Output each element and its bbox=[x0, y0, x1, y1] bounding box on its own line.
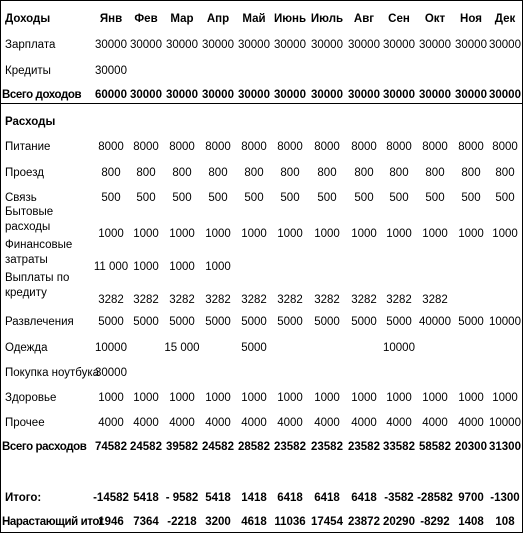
value-cell bbox=[198, 338, 238, 358]
value-cell: 15 000 bbox=[164, 342, 200, 354]
value-cell: 4000 bbox=[169, 417, 195, 429]
month-header: Июль bbox=[310, 13, 344, 25]
value-cell: 4618 bbox=[241, 516, 267, 528]
value-cell: 8000 bbox=[458, 141, 484, 153]
value-cell: 800 bbox=[280, 167, 300, 179]
row-label: Здоровье bbox=[5, 392, 57, 404]
expense-row bbox=[0, 163, 523, 183]
value-cell: 500 bbox=[495, 192, 515, 204]
row-label: Итого: bbox=[5, 492, 42, 504]
value-cell: 6418 bbox=[277, 492, 303, 504]
row-label: Всего расходов bbox=[2, 441, 87, 453]
value-cell bbox=[485, 271, 523, 307]
value-cell: 500 bbox=[172, 192, 192, 204]
value-cell: 1000 bbox=[133, 392, 159, 404]
value-cell: 23582 bbox=[311, 441, 343, 453]
value-cell bbox=[126, 338, 166, 358]
value-cell bbox=[307, 61, 347, 81]
value-cell: 8000 bbox=[133, 141, 159, 153]
value-cell bbox=[344, 61, 384, 81]
value-cell: 8000 bbox=[205, 141, 231, 153]
value-cell: 500 bbox=[317, 192, 337, 204]
value-cell bbox=[198, 61, 238, 81]
value-cell: 4000 bbox=[205, 417, 231, 429]
value-cell: 58582 bbox=[419, 441, 451, 453]
value-cell: 30000 bbox=[348, 89, 380, 101]
income-row bbox=[0, 61, 523, 81]
value-cell bbox=[307, 238, 347, 274]
row-label: Финансовые затраты bbox=[5, 239, 73, 266]
value-cell bbox=[379, 61, 419, 81]
value-cell: 23872 bbox=[348, 516, 380, 528]
value-cell: 24582 bbox=[202, 441, 234, 453]
value-cell: 4000 bbox=[422, 417, 448, 429]
value-cell: 30000 bbox=[489, 89, 521, 101]
income-total-row bbox=[0, 85, 523, 105]
value-cell: 3282 bbox=[241, 294, 267, 306]
value-cell: 28582 bbox=[238, 441, 270, 453]
value-cell: 1000 bbox=[169, 261, 195, 273]
value-cell: 30000 bbox=[455, 39, 487, 51]
row-label: Проезд bbox=[5, 167, 44, 179]
value-cell: 10000 bbox=[383, 342, 415, 354]
value-cell: 5000 bbox=[314, 316, 340, 328]
month-header: Сен bbox=[388, 13, 410, 25]
value-cell: 10000 bbox=[489, 316, 521, 328]
value-cell: 800 bbox=[101, 167, 121, 179]
value-cell: 39582 bbox=[166, 441, 198, 453]
value-cell bbox=[415, 338, 455, 358]
expense-row bbox=[0, 271, 523, 307]
value-cell bbox=[379, 238, 419, 274]
row-label: Расходы bbox=[5, 116, 56, 128]
value-cell: 1000 bbox=[277, 392, 303, 404]
value-cell: 800 bbox=[425, 167, 445, 179]
value-cell: 30000 bbox=[95, 367, 127, 379]
value-cell: 1000 bbox=[492, 228, 518, 240]
value-cell: 3282 bbox=[169, 294, 195, 306]
month-header: Фев bbox=[134, 13, 158, 25]
value-cell: 1000 bbox=[205, 261, 231, 273]
value-cell: 10000 bbox=[95, 342, 127, 354]
value-cell: 30000 bbox=[130, 89, 162, 101]
value-cell: 8000 bbox=[277, 141, 303, 153]
value-cell: 30000 bbox=[311, 89, 343, 101]
value-cell bbox=[234, 238, 274, 274]
value-cell bbox=[379, 363, 419, 383]
expense-row bbox=[0, 413, 523, 433]
value-cell: -28582 bbox=[417, 492, 453, 504]
month-header: Авг bbox=[353, 13, 375, 25]
value-cell: 11 000 bbox=[93, 261, 129, 273]
value-cell: 500 bbox=[280, 192, 300, 204]
month-header: Ноя bbox=[460, 13, 482, 25]
value-cell: -8292 bbox=[420, 516, 450, 528]
value-cell: 31300 bbox=[489, 441, 521, 453]
value-cell: 5000 bbox=[169, 316, 195, 328]
value-cell: 1000 bbox=[458, 228, 484, 240]
value-cell: 4000 bbox=[351, 417, 377, 429]
row-label: Кредиты bbox=[5, 65, 51, 77]
value-cell: 30000 bbox=[202, 89, 234, 101]
value-cell: 30000 bbox=[202, 39, 234, 51]
value-cell bbox=[162, 61, 202, 81]
value-cell: 30000 bbox=[238, 39, 270, 51]
value-cell: 8000 bbox=[492, 141, 518, 153]
value-cell: 5000 bbox=[98, 316, 124, 328]
value-cell bbox=[162, 363, 202, 383]
income-heading: Доходы bbox=[5, 13, 51, 25]
value-cell bbox=[234, 363, 274, 383]
value-cell: 4000 bbox=[458, 417, 484, 429]
summary-total-row bbox=[0, 488, 523, 508]
value-cell bbox=[307, 338, 347, 358]
value-cell: 500 bbox=[244, 192, 264, 204]
value-cell: 3282 bbox=[351, 294, 377, 306]
value-cell: 30000 bbox=[455, 89, 487, 101]
value-cell: 1000 bbox=[98, 392, 124, 404]
value-cell: 23582 bbox=[348, 441, 380, 453]
value-cell: -3582 bbox=[384, 492, 414, 504]
value-cell: 1000 bbox=[386, 392, 412, 404]
value-cell bbox=[126, 363, 166, 383]
value-cell: 500 bbox=[208, 192, 228, 204]
value-cell: 8000 bbox=[314, 141, 340, 153]
expense-total-row bbox=[0, 437, 523, 457]
value-cell: -1300 bbox=[490, 492, 520, 504]
value-cell: 1000 bbox=[133, 261, 159, 273]
value-cell: 500 bbox=[461, 192, 481, 204]
value-cell bbox=[485, 238, 523, 274]
header-row bbox=[0, 9, 523, 29]
row-label: Связь bbox=[5, 192, 37, 204]
value-cell: 10000 bbox=[489, 417, 521, 429]
value-cell: 8000 bbox=[386, 141, 412, 153]
value-cell: 3282 bbox=[98, 294, 124, 306]
value-cell: 8000 bbox=[422, 141, 448, 153]
value-cell bbox=[270, 363, 310, 383]
expenses-heading-row bbox=[0, 112, 523, 132]
value-cell: 1000 bbox=[169, 392, 195, 404]
month-header: Дек bbox=[494, 13, 516, 25]
value-cell: 30000 bbox=[166, 89, 198, 101]
value-cell: 4000 bbox=[386, 417, 412, 429]
value-cell: 30000 bbox=[95, 65, 127, 77]
running-total-row bbox=[0, 512, 523, 532]
month-header: Янв bbox=[99, 13, 123, 25]
value-cell: 60000 bbox=[95, 89, 127, 101]
value-cell: 4000 bbox=[133, 417, 159, 429]
value-cell: 800 bbox=[389, 167, 409, 179]
row-label: Прочее bbox=[5, 417, 45, 429]
value-cell: 800 bbox=[461, 167, 481, 179]
value-cell: 5000 bbox=[133, 316, 159, 328]
value-cell: 5000 bbox=[241, 342, 267, 354]
row-label: Нарастающий итог bbox=[2, 516, 104, 528]
value-cell: 3282 bbox=[133, 294, 159, 306]
value-cell: 30000 bbox=[130, 39, 162, 51]
value-cell: 1000 bbox=[458, 392, 484, 404]
row-label: Одежда bbox=[5, 342, 48, 354]
value-cell bbox=[307, 363, 347, 383]
value-cell: 3282 bbox=[422, 294, 448, 306]
value-cell: 5000 bbox=[241, 316, 267, 328]
value-cell: 4000 bbox=[277, 417, 303, 429]
expense-row bbox=[0, 205, 523, 241]
value-cell: 1000 bbox=[351, 392, 377, 404]
value-cell bbox=[270, 61, 310, 81]
value-cell: 30000 bbox=[419, 89, 451, 101]
value-cell: 1000 bbox=[277, 228, 303, 240]
value-cell: 800 bbox=[172, 167, 192, 179]
value-cell bbox=[485, 338, 523, 358]
value-cell: 23582 bbox=[274, 441, 306, 453]
month-header: Мар bbox=[170, 13, 194, 25]
expense-row bbox=[0, 312, 523, 332]
value-cell: 30000 bbox=[348, 39, 380, 51]
value-cell: 3282 bbox=[205, 294, 231, 306]
value-cell bbox=[344, 238, 384, 274]
value-cell bbox=[485, 363, 523, 383]
value-cell: 3282 bbox=[314, 294, 340, 306]
expense-row bbox=[0, 363, 523, 383]
month-header: Окт bbox=[424, 13, 446, 25]
value-cell: 8000 bbox=[98, 141, 124, 153]
value-cell: 40000 bbox=[419, 316, 451, 328]
value-cell: 30000 bbox=[166, 39, 198, 51]
value-cell: 5000 bbox=[277, 316, 303, 328]
value-cell: 1000 bbox=[169, 228, 195, 240]
value-cell: 7364 bbox=[133, 516, 159, 528]
value-cell: 108 bbox=[495, 516, 515, 528]
value-cell: -2218 bbox=[167, 516, 197, 528]
value-cell: 9700 bbox=[458, 492, 484, 504]
row-label: Всего доходов bbox=[2, 89, 82, 101]
value-cell: 800 bbox=[495, 167, 515, 179]
value-cell bbox=[270, 238, 310, 274]
month-header: Июнь bbox=[273, 13, 307, 25]
value-cell: 4000 bbox=[241, 417, 267, 429]
row-label: Покупка ноутбука bbox=[5, 367, 100, 379]
value-cell bbox=[344, 363, 384, 383]
expense-row bbox=[0, 338, 523, 358]
value-cell: 500 bbox=[354, 192, 374, 204]
value-cell: 11036 bbox=[274, 516, 306, 528]
top-border bbox=[0, 0, 523, 1]
row-label: Бытовые расходы bbox=[5, 206, 54, 233]
value-cell: 17454 bbox=[311, 516, 343, 528]
value-cell: 30000 bbox=[383, 39, 415, 51]
value-cell: 1000 bbox=[314, 228, 340, 240]
value-cell: 5000 bbox=[458, 316, 484, 328]
value-cell bbox=[270, 338, 310, 358]
value-cell: 5418 bbox=[133, 492, 159, 504]
value-cell bbox=[415, 61, 455, 81]
value-cell: 30000 bbox=[489, 39, 521, 51]
value-cell: 5418 bbox=[205, 492, 231, 504]
expense-row bbox=[0, 388, 523, 408]
value-cell: 20300 bbox=[455, 441, 487, 453]
value-cell: 5000 bbox=[386, 316, 412, 328]
income-row bbox=[0, 35, 523, 55]
value-cell: 8000 bbox=[351, 141, 377, 153]
value-cell bbox=[415, 363, 455, 383]
value-cell: 30000 bbox=[238, 89, 270, 101]
value-cell: 6418 bbox=[351, 492, 377, 504]
value-cell: 800 bbox=[208, 167, 228, 179]
value-cell: 500 bbox=[425, 192, 445, 204]
value-cell bbox=[126, 61, 166, 81]
value-cell: 1946 bbox=[98, 516, 124, 528]
month-header: Апр bbox=[206, 13, 230, 25]
value-cell: - 9582 bbox=[165, 492, 199, 504]
value-cell: 1000 bbox=[205, 392, 231, 404]
value-cell: 30000 bbox=[311, 39, 343, 51]
row-label: Зарплата bbox=[5, 39, 56, 51]
expense-row bbox=[0, 137, 523, 157]
expense-row bbox=[0, 238, 523, 274]
value-cell: 1408 bbox=[458, 516, 484, 528]
value-cell: 800 bbox=[136, 167, 156, 179]
value-cell: 800 bbox=[317, 167, 337, 179]
value-cell: 1000 bbox=[314, 392, 340, 404]
value-cell: 20290 bbox=[383, 516, 415, 528]
value-cell: 1000 bbox=[351, 228, 377, 240]
row-label: Развлечения bbox=[5, 316, 74, 328]
value-cell: 8000 bbox=[241, 141, 267, 153]
value-cell: 1000 bbox=[422, 392, 448, 404]
value-cell bbox=[415, 238, 455, 274]
row-label: Выплаты по кредиту bbox=[5, 272, 70, 299]
value-cell: 3200 bbox=[205, 516, 231, 528]
value-cell: 30000 bbox=[274, 39, 306, 51]
month-header: Май bbox=[242, 13, 266, 25]
value-cell: 500 bbox=[101, 192, 121, 204]
value-cell: 1000 bbox=[133, 228, 159, 240]
value-cell: 24582 bbox=[130, 441, 162, 453]
value-cell: 33582 bbox=[383, 441, 415, 453]
value-cell: 4000 bbox=[98, 417, 124, 429]
value-cell: 800 bbox=[354, 167, 374, 179]
value-cell: 1000 bbox=[205, 228, 231, 240]
value-cell: 30000 bbox=[95, 39, 127, 51]
value-cell: 30000 bbox=[419, 39, 451, 51]
value-cell: 74582 bbox=[95, 441, 127, 453]
value-cell bbox=[344, 338, 384, 358]
value-cell: 5000 bbox=[351, 316, 377, 328]
value-cell: 1000 bbox=[241, 392, 267, 404]
value-cell: 1000 bbox=[241, 228, 267, 240]
value-cell: 8000 bbox=[169, 141, 195, 153]
value-cell bbox=[198, 363, 238, 383]
value-cell: 800 bbox=[244, 167, 264, 179]
value-cell: 1000 bbox=[386, 228, 412, 240]
value-cell: 4000 bbox=[314, 417, 340, 429]
row-label: Питание bbox=[5, 141, 51, 153]
value-cell bbox=[234, 61, 274, 81]
value-cell: 1000 bbox=[422, 228, 448, 240]
value-cell: 500 bbox=[136, 192, 156, 204]
value-cell: 1000 bbox=[492, 392, 518, 404]
value-cell: 30000 bbox=[274, 89, 306, 101]
value-cell: 500 bbox=[389, 192, 409, 204]
value-cell: 3282 bbox=[277, 294, 303, 306]
value-cell: 1000 bbox=[98, 228, 124, 240]
value-cell bbox=[485, 61, 523, 81]
value-cell: 1418 bbox=[241, 492, 267, 504]
value-cell: 6418 bbox=[314, 492, 340, 504]
value-cell: 30000 bbox=[383, 89, 415, 101]
value-cell: 3282 bbox=[386, 294, 412, 306]
value-cell: 5000 bbox=[205, 316, 231, 328]
value-cell: -14582 bbox=[93, 492, 129, 504]
